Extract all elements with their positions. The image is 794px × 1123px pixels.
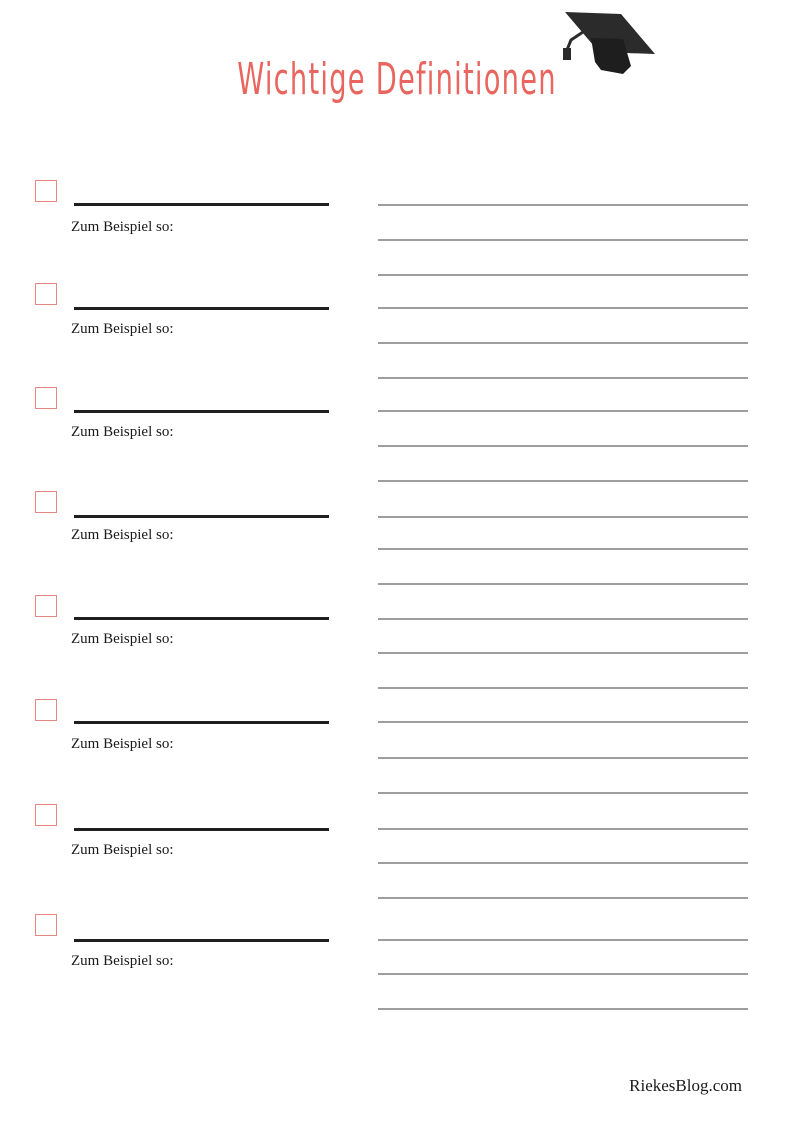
term-line — [74, 410, 329, 413]
example-label: Zum Beispiel so: — [71, 527, 174, 543]
entry-checkbox[interactable] — [35, 283, 57, 305]
definition-line — [378, 204, 748, 206]
definition-line — [378, 239, 748, 241]
example-label: Zum Beispiel so: — [71, 953, 174, 969]
entry-checkbox[interactable] — [35, 180, 57, 202]
entry-checkbox[interactable] — [35, 914, 57, 936]
example-label: Zum Beispiel so: — [71, 842, 174, 858]
definition-line — [378, 516, 748, 518]
example-label: Zum Beispiel so: — [71, 736, 174, 752]
definition-line — [378, 583, 748, 585]
example-label: Zum Beispiel so: — [71, 321, 174, 337]
definition-line — [378, 792, 748, 794]
example-label: Zum Beispiel so: — [71, 424, 174, 440]
definition-line — [378, 307, 748, 309]
entry-checkbox[interactable] — [35, 387, 57, 409]
definition-line — [378, 973, 748, 975]
footer-brand: RiekesBlog.com — [629, 1076, 742, 1095]
term-line — [74, 828, 329, 831]
graduation-cap-icon — [561, 10, 657, 78]
example-label: Zum Beispiel so: — [71, 631, 174, 647]
definition-line — [378, 445, 748, 447]
definition-line — [378, 618, 748, 620]
entry-checkbox[interactable] — [35, 699, 57, 721]
term-line — [74, 203, 329, 206]
page-title: Wichtige Definitionen — [237, 54, 557, 105]
entry-checkbox[interactable] — [35, 491, 57, 513]
example-label: Zum Beispiel so: — [71, 219, 174, 235]
term-line — [74, 307, 329, 310]
term-line — [74, 617, 329, 620]
definition-line — [378, 1008, 748, 1010]
definition-line — [378, 377, 748, 379]
definition-line — [378, 939, 748, 941]
definition-line — [378, 274, 748, 276]
definition-line — [378, 342, 748, 344]
definition-line — [378, 410, 748, 412]
term-line — [74, 939, 329, 942]
term-line — [74, 515, 329, 518]
term-line — [74, 721, 329, 724]
definition-line — [378, 897, 748, 899]
definition-line — [378, 721, 748, 723]
definition-line — [378, 828, 748, 830]
definition-line — [378, 548, 748, 550]
entry-checkbox[interactable] — [35, 804, 57, 826]
entry-checkbox[interactable] — [35, 595, 57, 617]
definition-line — [378, 687, 748, 689]
definition-line — [378, 480, 748, 482]
definition-line — [378, 757, 748, 759]
definition-line — [378, 652, 748, 654]
definition-line — [378, 862, 748, 864]
